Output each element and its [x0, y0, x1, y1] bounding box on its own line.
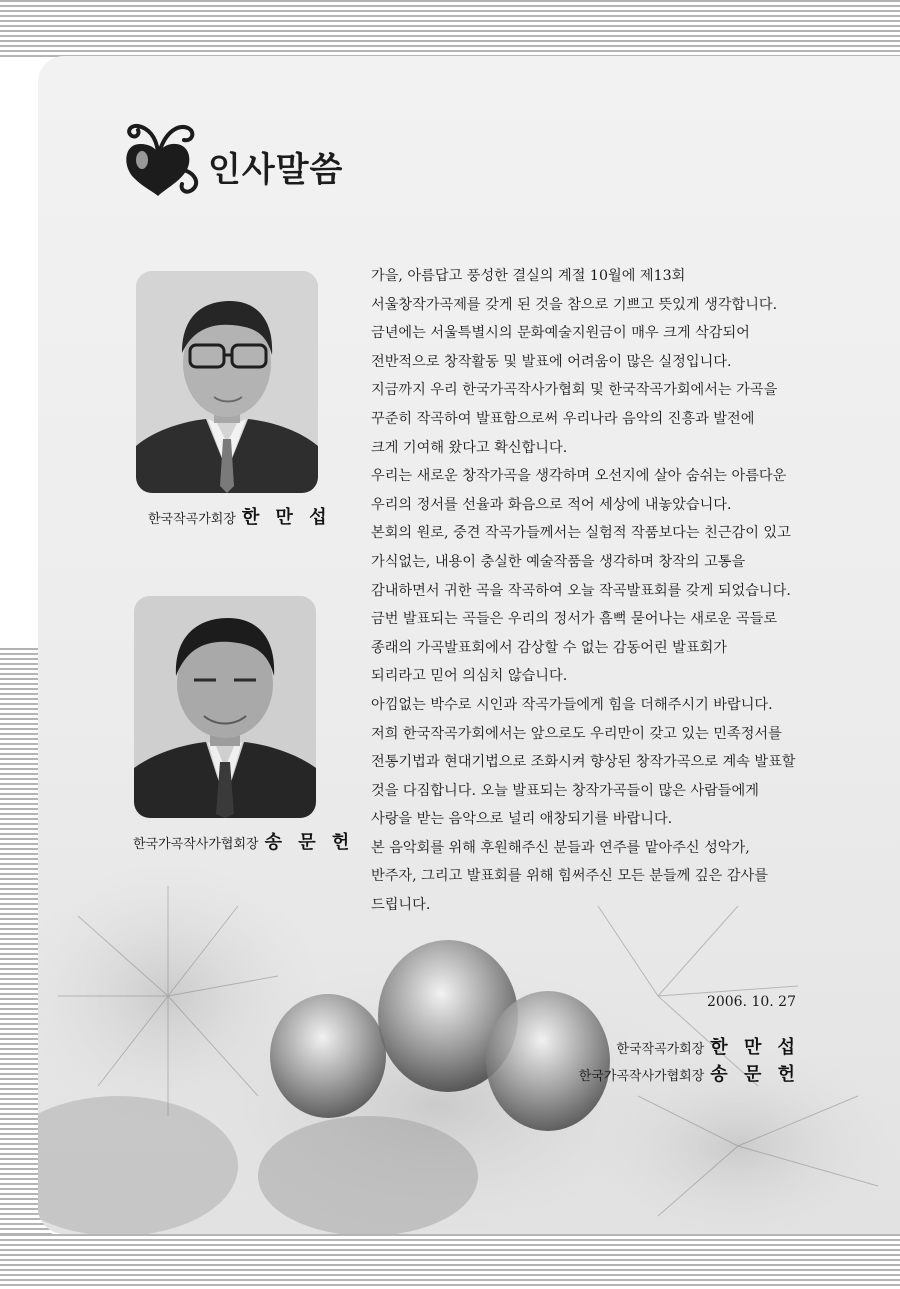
message-line: 본 음악회를 위해 후원해주신 분들과 연주를 맡아주신 성악가, — [371, 839, 750, 856]
message-line: 감내하면서 귀한 곡을 작곡하여 오늘 작곡발표회를 갖게 되었습니다. — [371, 582, 791, 599]
message-line: 본회의 원로, 중견 작곡가들께서는 실험적 작품보다는 친근감이 있고 — [371, 525, 791, 542]
message-line: 것을 다짐합니다. 오늘 발표되는 창작가곡들이 많은 사람들에게 — [371, 782, 759, 799]
signer-line — [616, 1033, 800, 1059]
portrait-role: 한국가곡작사가협회장 — [133, 837, 259, 852]
signer-line — [579, 1060, 800, 1086]
message-line: 종래의 가곡발표회에서 감상할 수 없는 감동어린 발표회가 — [371, 639, 727, 656]
message-line: 꾸준히 작곡하여 발표함으로써 우리나라 음악의 진흥과 발전에 — [371, 410, 755, 427]
portrait-photo — [136, 271, 318, 493]
message-line: 가을, 아름답고 풍성한 결실의 계절 10월에 제13회 — [371, 268, 686, 284]
portrait-caption — [133, 828, 354, 854]
message-line: 금년에는 서울특별시의 문화예술지원금이 매우 크게 삭감되어 — [371, 325, 750, 342]
message-line: 전통기법과 현대기법으로 조화시켜 향상된 창작가곡으로 계속 발표할 — [371, 754, 796, 771]
message-line: 저희 한국작곡가회에서는 앞으로도 우리만이 갖고 있는 민족정서를 — [371, 725, 782, 742]
message-line: 서울창작가곡제를 갖게 된 것을 참으로 기쁘고 뜻있게 생각합니다. — [371, 296, 778, 313]
message-line: 금번 발표되는 곡들은 우리의 정서가 흠뻑 묻어나는 새로운 곡들로 — [371, 611, 778, 628]
message-line: 지금까지 우리 한국가곡작사가협회 및 한국작곡가회에서는 가곡을 — [371, 382, 778, 399]
message-line: 사랑을 받는 음악으로 널리 애창되기를 바랍니다. — [371, 811, 673, 828]
portrait-role: 한국작곡가회장 — [148, 512, 236, 527]
message-line: 가식없는, 내용이 충실한 예술작품을 생각하며 창작의 고통을 — [371, 553, 746, 570]
message-line: 전반적으로 창작활동 및 발표에 어려움이 많은 실정입니다. — [371, 353, 732, 370]
signer-name: 송 문 헌 — [710, 1064, 800, 1085]
signer-role: 한국작곡가회장 — [616, 1042, 705, 1057]
bottom-stripe-band — [0, 1234, 900, 1289]
message-line: 우리의 정서를 선율과 화음으로 적어 세상에 내놓았습니다. — [371, 496, 732, 513]
message-line: 반주자, 그리고 발표회를 위해 힘써주신 모든 분들께 깊은 감사를 — [371, 868, 768, 885]
top-stripe-band — [0, 0, 900, 60]
message-line: 아낌없는 박수로 시인과 작곡가들에게 힘을 더해주시기 바랍니다. — [371, 696, 773, 713]
message-line: 되리라고 믿어 의심치 않습니다. — [371, 668, 568, 685]
page-heading — [120, 114, 360, 198]
message-line: 우리는 새로운 창작가곡을 생각하며 오선지에 살아 숨쉬는 아름다운 — [371, 468, 787, 485]
signature-date: 2006. 10. 27 — [706, 994, 796, 1010]
chestnut-heart-icon — [120, 114, 202, 198]
portrait-photo — [134, 596, 316, 818]
greeting-message — [371, 262, 831, 920]
page-title: 인사말씀 — [208, 150, 344, 190]
signer-role: 한국가곡작사가협회장 — [578, 1069, 705, 1084]
portrait-name: 한 만 섭 — [241, 507, 332, 528]
portrait-name: 송 문 헌 — [264, 832, 355, 853]
signer-name: 한 만 섭 — [710, 1037, 800, 1058]
message-line: 드립니다. — [371, 897, 431, 914]
message-line: 크게 기여해 왔다고 확신합니다. — [371, 439, 568, 456]
portrait-caption — [148, 503, 332, 529]
